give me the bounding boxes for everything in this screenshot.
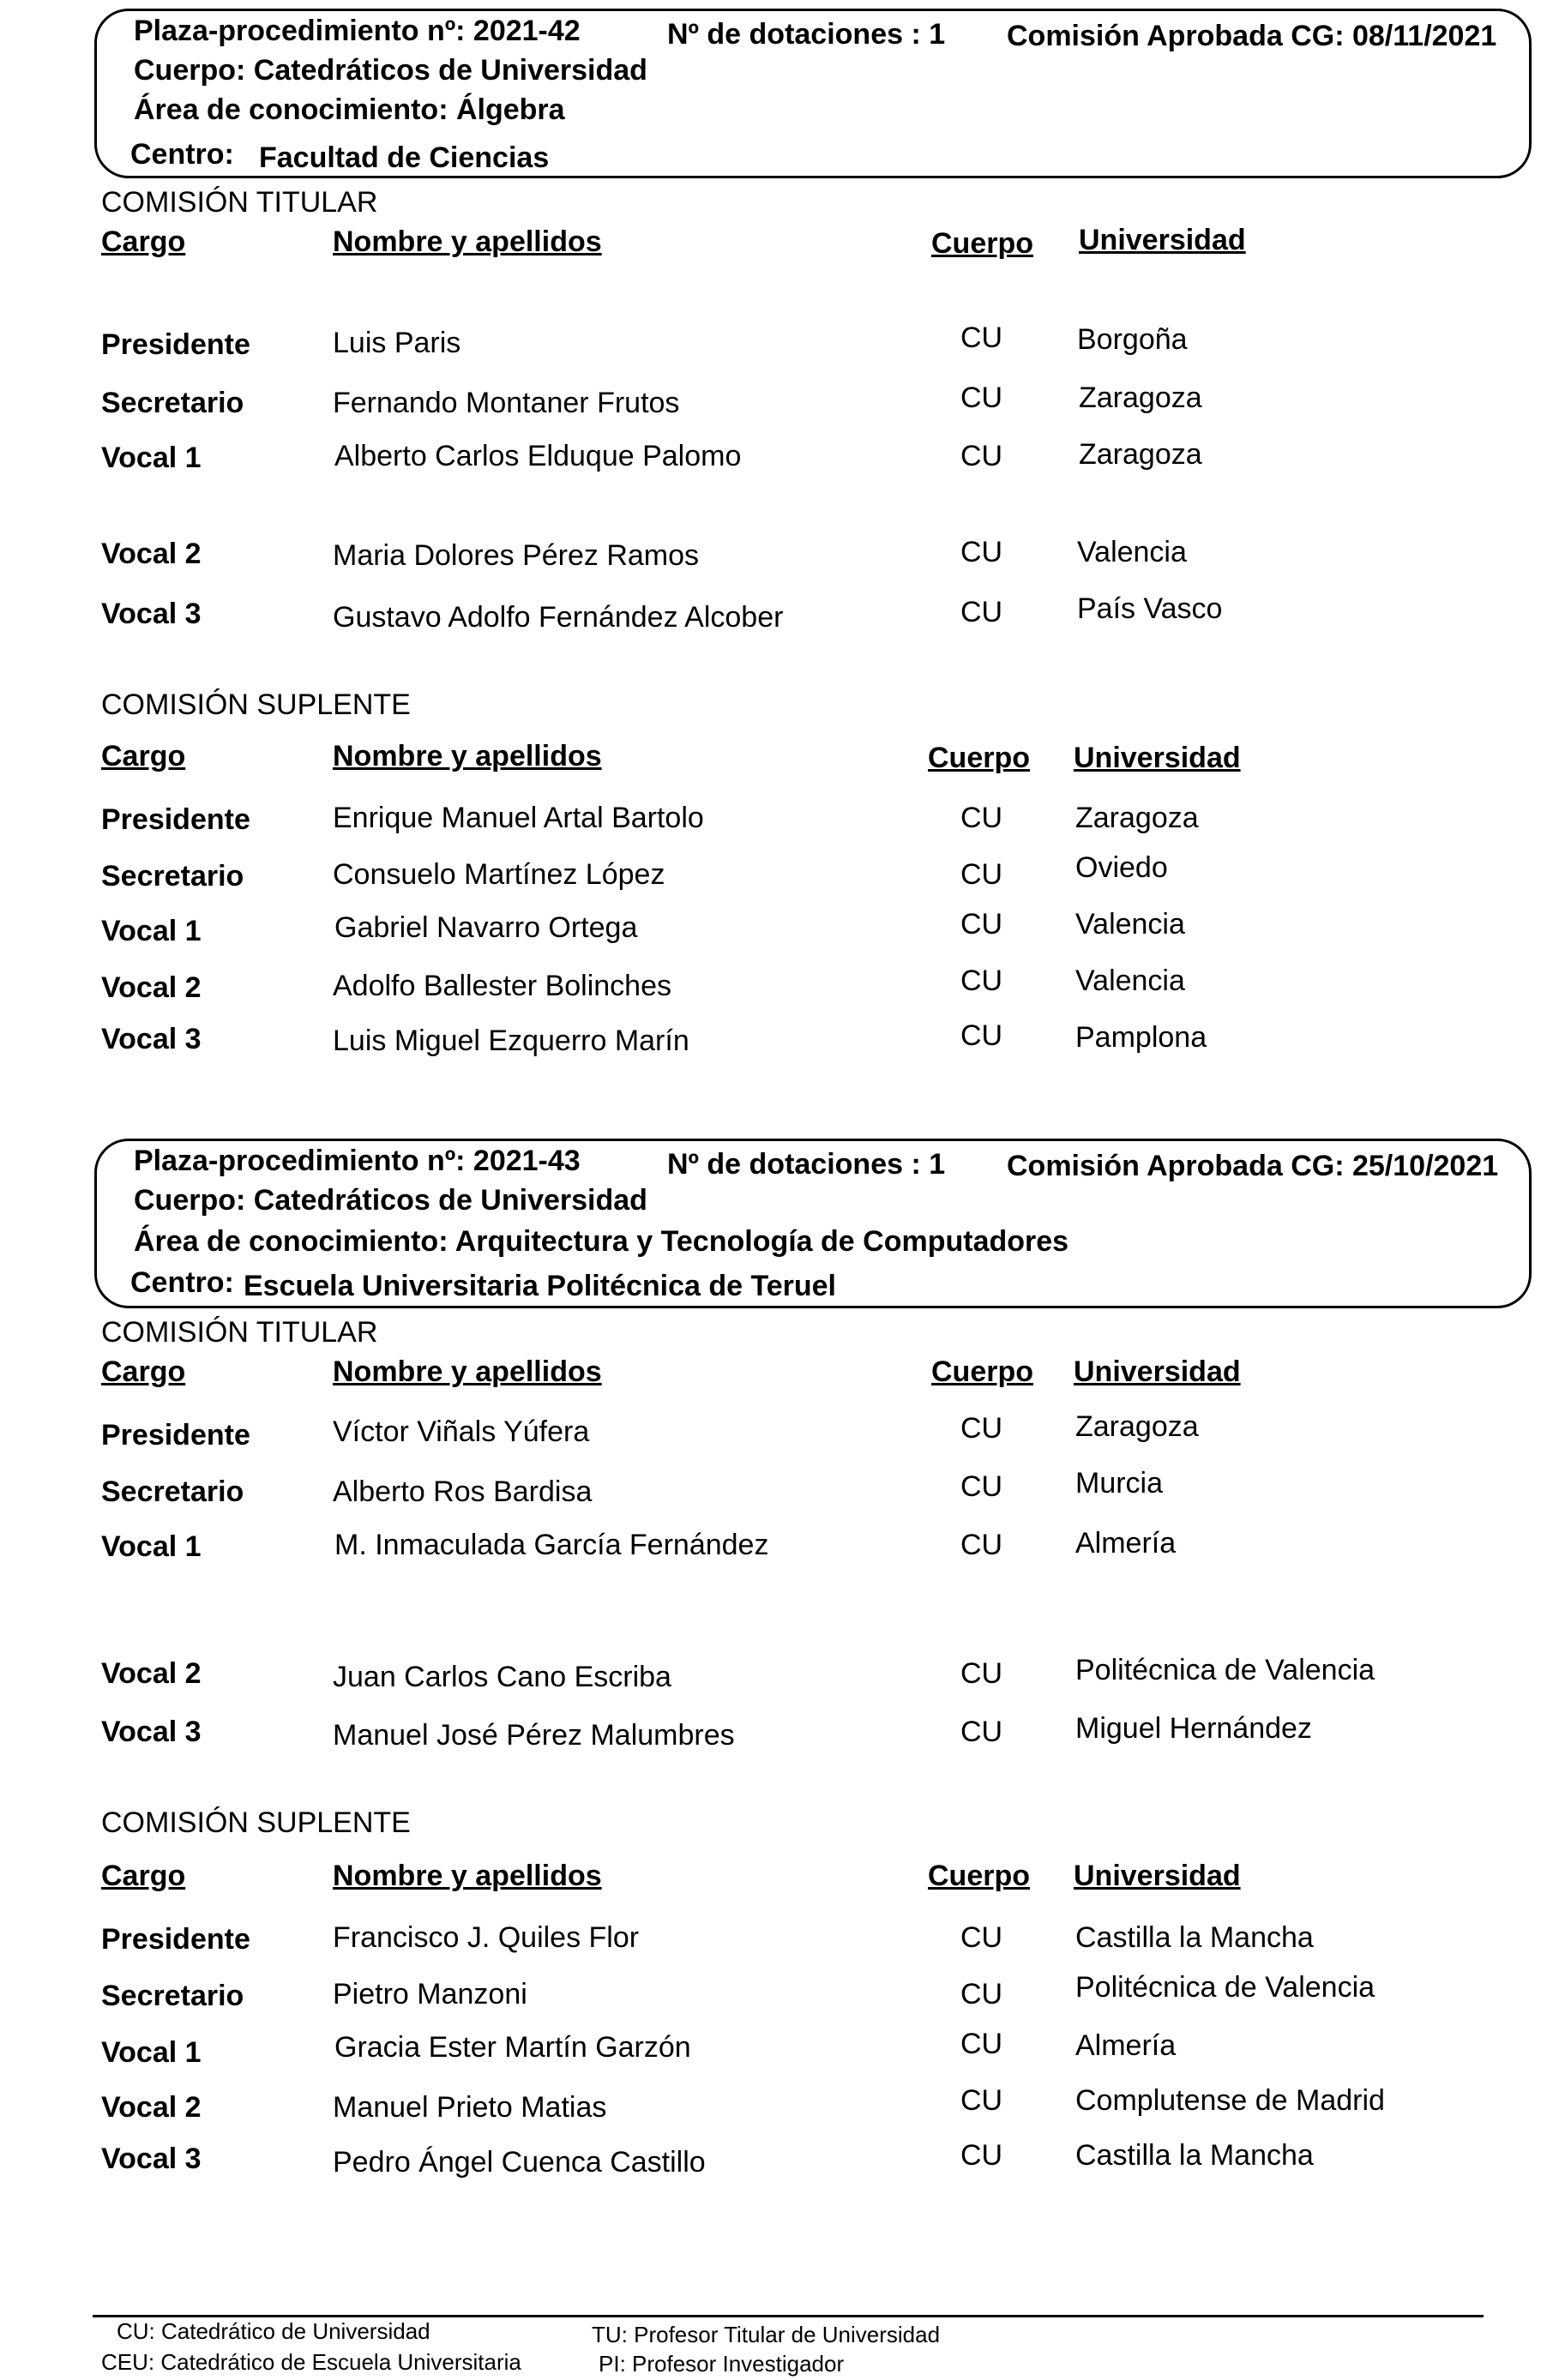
row-cuerpo: CU [960,2028,1003,2060]
row-universidad: Zaragoza [1075,1410,1199,1443]
row-cargo: Vocal 3 [101,598,202,630]
row-nombre: Pedro Ángel Cuenca Castillo [333,2146,706,2179]
row-cuerpo: CU [960,858,1003,891]
row-universidad: Complutense de Madrid [1075,2084,1385,2117]
row-cargo: Vocal 1 [101,1530,202,1563]
dotaciones: Nº de dotaciones : 1 [667,1148,946,1181]
row-cargo: Presidente [101,328,250,361]
row-cuerpo: CU [960,2084,1003,2117]
row-universidad: Zaragoza [1075,802,1199,834]
row-nombre: Manuel Prieto Matias [333,2091,607,2124]
legend-pi: PI: Profesor Investigador [599,2351,845,2377]
row-nombre: Gracia Ester Martín Garzón [334,2031,691,2064]
header-nombre: Nombre y apellidos [333,1355,602,1388]
row-cuerpo: CU [960,1978,1003,2010]
row-nombre: Alberto Ros Bardisa [333,1475,593,1508]
row-cargo: Vocal 1 [101,442,202,474]
row-cargo: Vocal 3 [101,1023,202,1055]
header-cuerpo: Cuerpo [931,227,1033,260]
row-cuerpo: CU [960,965,1003,997]
centro-label: Centro: [130,1266,234,1299]
row-cargo: Presidente [101,803,250,836]
row-nombre: Maria Dolores Pérez Ramos [333,539,700,572]
row-universidad: Murcia [1075,1467,1164,1500]
row-nombre: Consuelo Martínez López [333,858,665,891]
row-cuerpo: CU [960,596,1003,628]
centro: Escuela Universitaria Politécnica de Teruel [244,1270,837,1302]
header-universidad: Universidad [1079,224,1246,256]
legend-cu: CU: Catedrático de Universidad [117,2318,430,2344]
row-cargo: Secretario [101,1475,244,1508]
row-cargo: Vocal 1 [101,915,202,947]
row-nombre: Enrique Manuel Artal Bartolo [333,802,704,834]
row-nombre: Luis Paris [333,327,461,359]
row-cargo: Vocal 1 [101,2036,202,2069]
row-cuerpo: CU [960,440,1003,472]
row-cargo: Presidente [101,1419,250,1451]
row-universidad: Borgoña [1077,323,1188,356]
row-universidad: Almería [1075,2029,1177,2062]
row-nombre: Fernando Montaner Frutos [333,387,680,419]
row-cargo: Secretario [101,860,244,892]
row-nombre: Alberto Carlos Elduque Palomo [334,440,742,472]
row-cuerpo: CU [960,1921,1003,1954]
header-universidad: Universidad [1074,742,1241,774]
row-universidad: País Vasco [1077,592,1223,625]
row-universidad: Zaragoza [1079,438,1202,471]
row-universidad: Almería [1075,1527,1177,1560]
legend-tu: TU: Profesor Titular de Universidad [592,2322,941,2347]
centro-label: Centro: [130,138,234,171]
row-nombre: Adolfo Ballester Bolinches [333,970,672,1002]
centro: Facultad de Ciencias [259,141,550,174]
header-universidad: Universidad [1074,1355,1241,1388]
row-cargo: Presidente [101,1923,250,1956]
row-nombre: Francisco J. Quiles Flor [333,1921,640,1954]
row-nombre: Víctor Viñals Yúfera [333,1415,590,1448]
section-title-suplente: COMISIÓN SUPLENTE [101,1806,411,1839]
header-cargo: Cargo [101,1860,186,1892]
row-universidad: Valencia [1075,965,1185,997]
dotaciones: Nº de dotaciones : 1 [667,18,946,51]
section-title-titular: COMISIÓN TITULAR [101,186,378,219]
header-cargo: Cargo [101,1355,186,1388]
row-cuerpo: CU [960,802,1003,834]
section-title-suplente: COMISIÓN SUPLENTE [101,688,411,721]
area-conocimiento: Área de conocimiento: Arquitectura y Tecnología de Computadores [134,1225,1069,1258]
header-cargo: Cargo [101,740,186,772]
row-nombre: Juan Carlos Cano Escriba [333,1661,671,1693]
header-universidad: Universidad [1074,1860,1241,1892]
row-nombre: Gabriel Navarro Ortega [334,911,638,944]
row-cuerpo: CU [960,908,1003,941]
comision-aprobada: Comisión Aprobada CG: 25/10/2021 [1007,1150,1499,1182]
row-cuerpo: CU [960,1470,1003,1503]
row-universidad: Oviedo [1075,851,1168,884]
row-universidad: Zaragoza [1079,382,1202,414]
row-nombre: Pietro Manzoni [333,1978,527,2010]
footer-rule [93,2315,1484,2317]
row-universidad: Politécnica de Valencia [1075,1654,1375,1686]
row-cargo: Vocal 2 [101,2091,202,2124]
row-nombre: Luis Miguel Ezquerro Marín [333,1025,689,1057]
row-cuerpo: CU [960,2139,1003,2172]
row-nombre: Gustavo Adolfo Fernández Alcober [333,601,784,634]
row-cuerpo: CU [960,1019,1003,1052]
row-nombre: M. Inmaculada García Fernández [334,1529,769,1561]
row-universidad: Valencia [1077,536,1187,568]
row-universidad: Miguel Hernández [1075,1712,1312,1745]
row-cuerpo: CU [960,322,1003,354]
section-title-titular: COMISIÓN TITULAR [101,1316,378,1349]
row-cuerpo: CU [960,1529,1003,1561]
header-cargo: Cargo [101,225,186,258]
comision-aprobada: Comisión Aprobada CG: 08/11/2021 [1007,20,1497,52]
row-universidad: Castilla la Mancha [1075,2139,1314,2172]
plaza-number: Plaza-procedimiento nº: 2021-42 [134,15,581,47]
row-universidad: Pamplona [1075,1021,1207,1054]
row-cargo: Vocal 2 [101,538,202,570]
header-cuerpo: Cuerpo [928,1860,1030,1892]
area-conocimiento: Área de conocimiento: Álgebra [134,93,565,126]
row-cargo: Vocal 2 [101,1657,202,1690]
row-cargo: Vocal 3 [101,1716,202,1748]
header-nombre: Nombre y apellidos [333,740,602,772]
row-cargo: Vocal 3 [101,2143,202,2175]
row-nombre: Manuel José Pérez Malumbres [333,1719,735,1752]
header-nombre: Nombre y apellidos [333,225,602,258]
cuerpo: Cuerpo: Catedráticos de Universidad [134,1184,647,1217]
header-cuerpo: Cuerpo [931,1355,1033,1388]
row-universidad: Valencia [1075,908,1185,941]
plaza-number: Plaza-procedimiento nº: 2021-43 [134,1145,581,1177]
cuerpo: Cuerpo: Catedráticos de Universidad [134,54,647,87]
row-cargo: Secretario [101,1980,244,2012]
row-universidad: Castilla la Mancha [1075,1921,1314,1954]
row-universidad: Politécnica de Valencia [1075,1971,1375,2004]
row-cuerpo: CU [960,1657,1003,1690]
row-cargo: Vocal 2 [101,971,202,1004]
row-cargo: Secretario [101,387,244,419]
row-cuerpo: CU [960,1716,1003,1748]
header-nombre: Nombre y apellidos [333,1860,602,1892]
row-cuerpo: CU [960,1412,1003,1445]
legend-ceu: CEU: Catedrático de Escuela Universitaria [101,2349,521,2375]
row-cuerpo: CU [960,536,1003,568]
row-cuerpo: CU [960,382,1003,414]
header-cuerpo: Cuerpo [928,742,1030,774]
